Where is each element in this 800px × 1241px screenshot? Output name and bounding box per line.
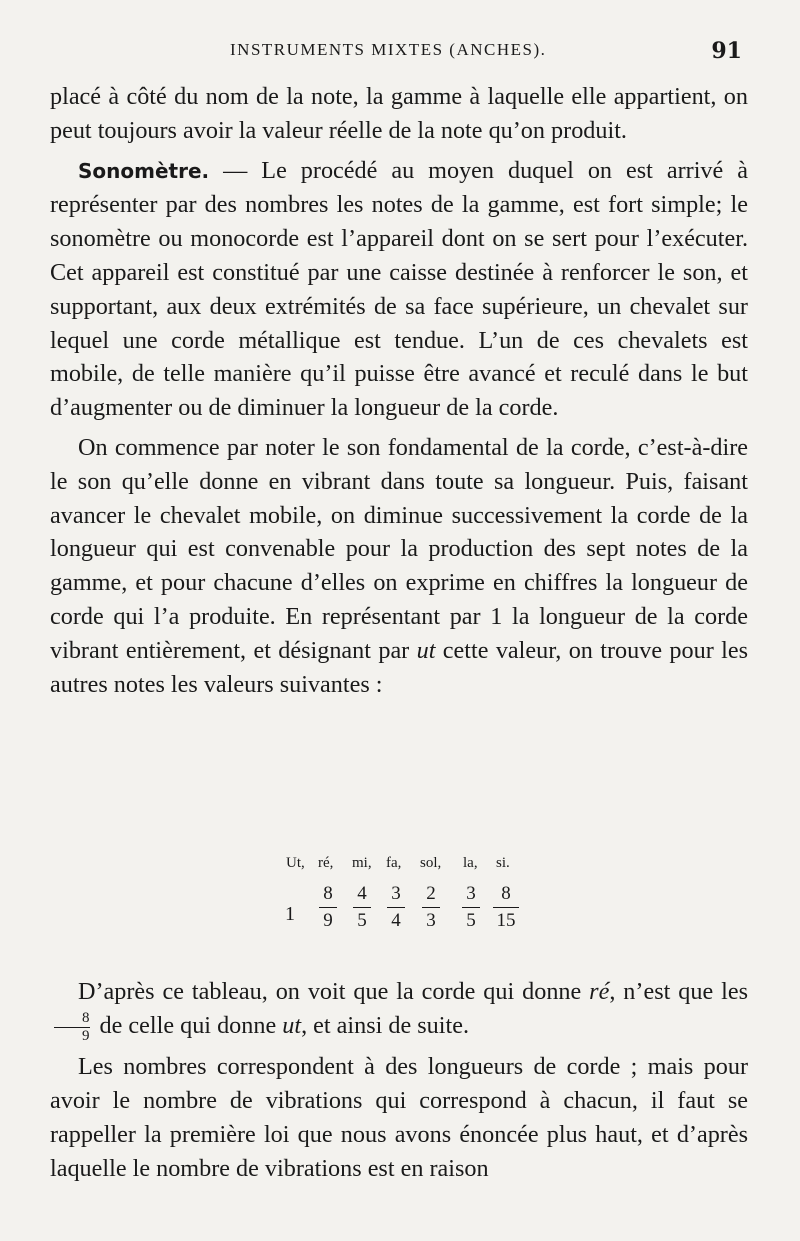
fraction-numerator: 8	[323, 883, 333, 904]
fraction-denominator: 5	[466, 910, 476, 931]
fraction-denominator: 5	[357, 910, 367, 931]
fraction-numerator: 3	[391, 883, 401, 904]
italic-re: ré	[589, 978, 610, 1005]
main-text-continued	[50, 975, 748, 1186]
italic-ut: ut	[282, 1012, 302, 1039]
fraction-numerator: 8	[82, 1009, 90, 1026]
fraction-denominator: 15	[496, 910, 516, 931]
paragraph-4-text-d: , et ainsi de suite.	[301, 1012, 469, 1039]
main-text	[50, 80, 748, 701]
note-name: la,	[463, 855, 478, 871]
paragraph-1: placé à côté du nom de la note, la gamme à laquelle elle appartient, on peut toujours avoir la valeur réelle de la note qu’on produit.	[50, 83, 748, 144]
note-name: Ut,	[286, 855, 305, 871]
fraction-denominator: 4	[391, 910, 401, 931]
fraction-numerator: 3	[466, 883, 476, 904]
fraction	[491, 883, 521, 932]
fraction-numerator: 8	[501, 883, 511, 904]
fraction-numerator: 2	[426, 883, 436, 904]
italic-ut: ut	[416, 636, 436, 664]
fraction	[420, 883, 442, 932]
note-name: fa,	[386, 855, 402, 871]
fraction-bar	[387, 907, 405, 908]
fraction-bar	[422, 907, 440, 908]
paragraph-3-text-a: On commence par noter le son fondamental de la corde, c’est-à-dire le son qu’elle donne en vibrant dans toute sa longueur. Puis, faisant avancer le chevalet mobile, on diminue successivement la corde de la longueur qui est convenable pour la production des sept notes de la gamme, et pour chacune d’elles on exprime en chiffres la longueur de corde qui l’a produite. En représentant par 1 la longueur de la corde vibrant entièrement, et désignant par	[50, 433, 748, 664]
running-title: INSTRUMENTS MIXTES (ANCHES).	[230, 40, 547, 59]
fraction-bar	[353, 907, 371, 908]
fraction	[317, 883, 339, 932]
fraction-numerator: 4	[357, 883, 367, 904]
paragraph-4	[50, 975, 748, 1044]
paragraph-4-text-a: D’après ce tableau, on voit que la corde qui donne	[78, 978, 590, 1005]
section-lead: Sonomètre.	[78, 158, 210, 183]
note-name: si.	[496, 855, 510, 871]
fraction-denominator: 9	[82, 1027, 90, 1044]
paragraph-5: Les nombres correspondent à des longueurs de corde ; mais pour avoir le nombre de vibrations qui correspond à chacun, il faut se rappeller la première loi que nous avons énoncée plus haut, et d’après laquelle le nombre de vibrations est en raison	[50, 1052, 748, 1182]
fraction-denominator: 3	[426, 910, 436, 931]
note-name: sol,	[420, 855, 442, 871]
fraction-bar	[462, 907, 480, 908]
value-one: 1	[285, 903, 295, 925]
fraction-bar	[493, 907, 519, 908]
page-header	[50, 38, 750, 72]
paragraph-3-text-b: cette valeur, on trouve pour les autres notes les valeurs suivantes :	[50, 636, 748, 698]
paragraph-3	[50, 431, 748, 701]
paragraph-4-text-b: , n’est que les	[609, 978, 748, 1005]
paragraph-4-text-c: de celle qui donne	[93, 1012, 283, 1039]
fraction-bar	[319, 907, 337, 908]
fraction-denominator: 9	[323, 910, 333, 931]
paragraph-2-text: — Le procédé au moyen duquel on est arrivé à représenter par des nombres les notes de la gamme, est fort simple; le sonomètre ou monocorde est l’appareil dont on se sert pour l’exécuter. Cet appareil est constitué par une caisse destinée à renforcer le son, et supportant, aux deux extrémités de sa face supérieure, un chevalet sur lequel une corde métallique est tendue. L’un de ces chevalets est mobile, de telle manière qu’il puisse être avancé et reculé dans le but d’augmenter ou de diminuer la longueur de la corde.	[50, 156, 748, 422]
fraction	[460, 883, 482, 932]
note-value-table	[280, 855, 540, 945]
fraction	[351, 883, 373, 932]
page-number: 91	[711, 38, 742, 64]
note-name: mi,	[352, 855, 372, 871]
paragraph-2	[50, 154, 748, 425]
fraction	[385, 883, 407, 932]
inline-fraction	[54, 1011, 90, 1044]
note-name: ré,	[318, 855, 334, 871]
